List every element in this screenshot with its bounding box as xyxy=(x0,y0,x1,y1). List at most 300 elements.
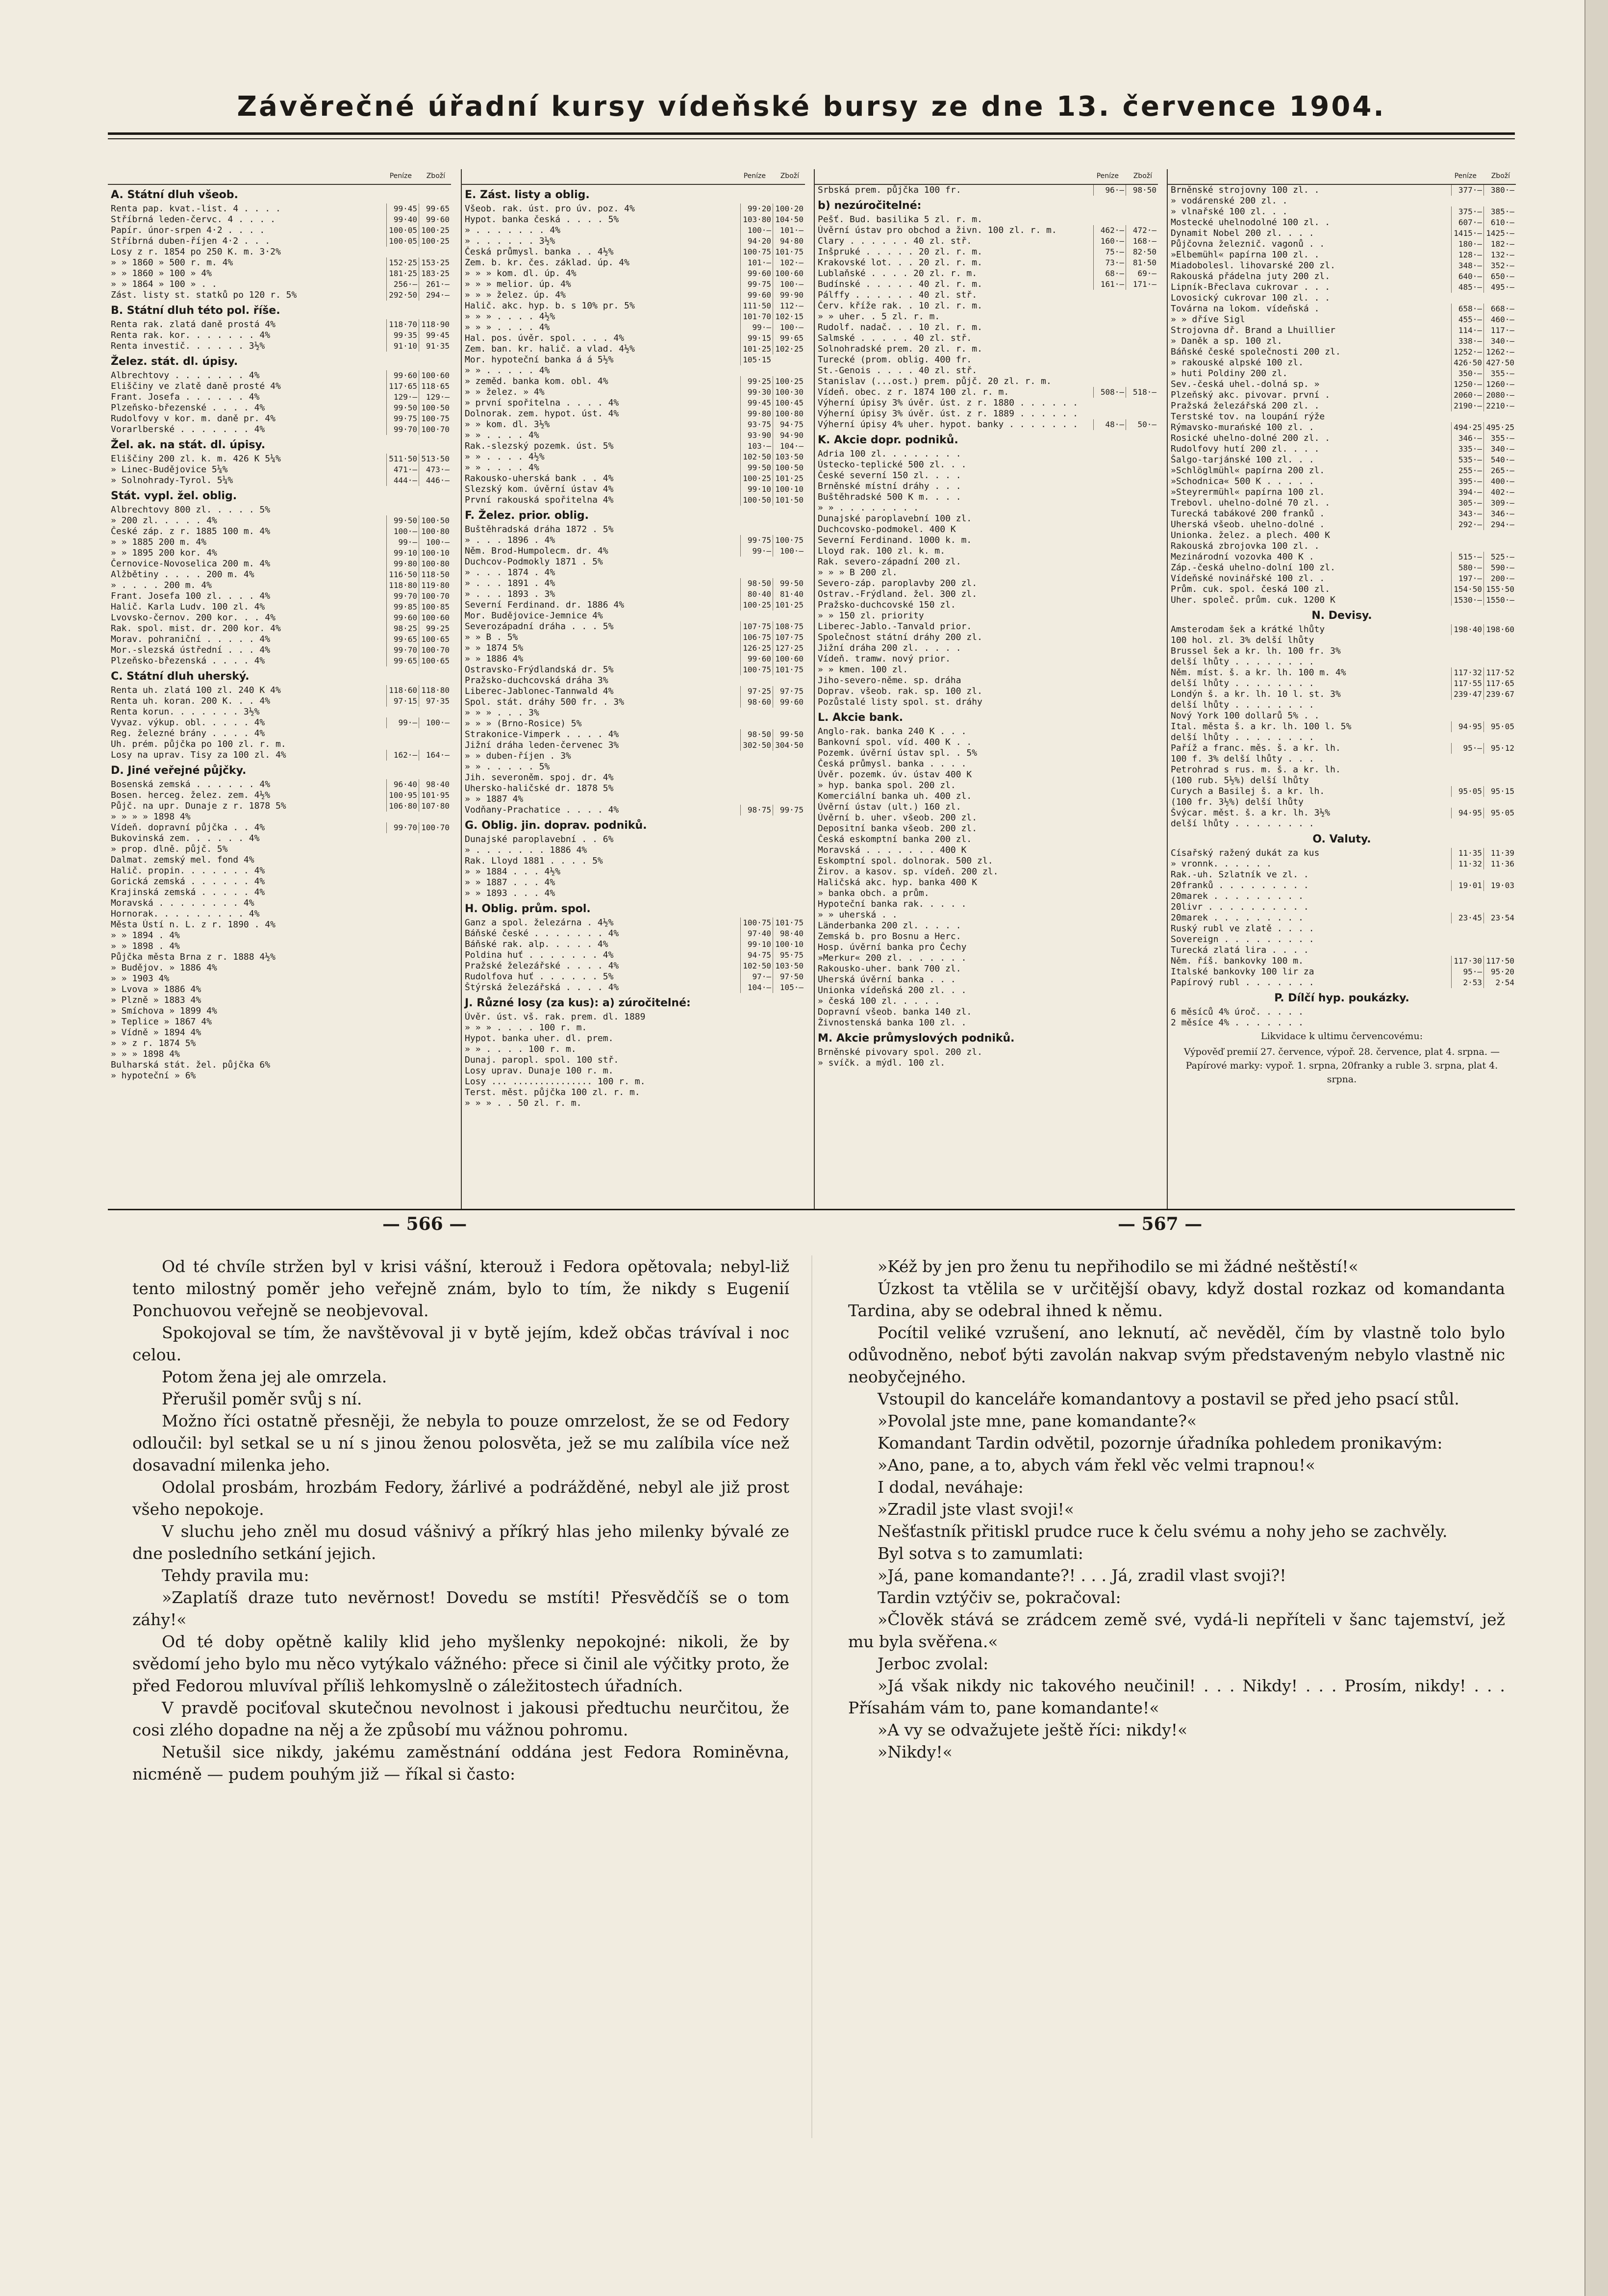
security-name: Jižní dráha leden-červenec 3% xyxy=(465,740,619,750)
security-name: Rýmavsko-murańské 100 zl. . xyxy=(1171,422,1314,433)
security-name: Doprav. všeob. rak. sp. 100 zl. xyxy=(818,686,982,696)
ask-price: 117·52 xyxy=(1483,667,1516,678)
quote-row xyxy=(1168,487,1516,498)
security-name: delší lhůty . . . . . . . . xyxy=(1171,700,1314,710)
bid-price: 607·— xyxy=(1451,217,1483,228)
security-name: » . . . 1891 . 4% xyxy=(465,578,555,588)
quote-row xyxy=(108,1060,451,1071)
ask-price: 294·— xyxy=(419,290,451,301)
quote-row xyxy=(1168,977,1516,988)
security-name: Pálffy . . . . . . 40 zl. stř. xyxy=(818,290,978,300)
bid-price: 118·70 xyxy=(386,319,419,330)
bid-price: 99·30 xyxy=(740,387,773,398)
security-name: Mor.-slezská ústřední . . . 4% xyxy=(111,645,271,655)
security-name: České severní 150 zl. . . . xyxy=(818,470,961,481)
security-name: » » 1894 . 4% xyxy=(111,930,180,941)
bid-price: 511·50 xyxy=(386,454,419,464)
security-name: Solnohradské prem. 20 zl. r. m. xyxy=(818,344,982,354)
security-name: Rakouská přádelna juty 200 zl. xyxy=(1171,271,1331,281)
ask-price: 99·50 xyxy=(773,729,805,740)
bid-price: 98·75 xyxy=(740,805,773,816)
security-name: Hypot. banka česká . . . . 5% xyxy=(465,214,619,225)
security-name: Renta uh. zlatá 100 zl. 240 K 4% xyxy=(111,685,281,695)
ask-price: 101·50 xyxy=(773,495,805,506)
quote-row xyxy=(108,341,451,352)
quote-row xyxy=(108,279,451,290)
security-name: Komerciální banka uh. 400 zl. xyxy=(818,791,972,801)
security-name: delší lhůty . . . . . . . . xyxy=(1171,657,1314,667)
quote-row xyxy=(462,783,805,794)
ask-price: 95·20 xyxy=(1483,967,1516,977)
security-name: Něm. míst. š. a kr. lh. 100 m. 4% xyxy=(1171,667,1346,678)
security-name: Slezský kom. úvěrní ústav 4% xyxy=(465,484,614,494)
quote-row xyxy=(1168,923,1516,934)
bid-price: 100·— xyxy=(740,225,773,236)
security-name: Půjčovna železnič. vagonů . . xyxy=(1171,239,1325,249)
security-name: » » uherská . . xyxy=(818,910,898,920)
quote-row xyxy=(462,708,805,718)
quote-row xyxy=(462,654,805,664)
security-name: delší lhůty . . . . . . . . xyxy=(1171,732,1314,742)
security-name: » » » . . . . 4½% xyxy=(465,311,555,322)
ask-price: 1550·— xyxy=(1483,595,1516,606)
quote-row xyxy=(1168,657,1516,667)
bid-price: 99·60 xyxy=(386,370,419,381)
bid-price: 118·60 xyxy=(386,685,419,696)
quote-row xyxy=(108,537,451,548)
ask-price: 82·50 xyxy=(1126,247,1158,257)
quote-row xyxy=(1168,530,1516,541)
ask-price: 2·54 xyxy=(1483,977,1516,988)
security-name: Stanislav (...ost.) prem. půjč. 20 zl. r. m. xyxy=(818,376,1052,386)
quote-row xyxy=(1168,476,1516,487)
quote-row xyxy=(815,942,1158,953)
security-name: » » » kom. dl. úp. 4% xyxy=(465,268,577,279)
quote-row xyxy=(815,513,1158,524)
quote-row xyxy=(462,1076,805,1087)
security-name: Renta korun. . . . . . . 3½% xyxy=(111,707,260,717)
security-name: Uherská úvěrní banka . . . xyxy=(818,974,956,985)
quote-row xyxy=(462,982,805,993)
quote-row xyxy=(462,214,805,225)
security-name: » zeměd. banka kom. obl. 4% xyxy=(465,376,608,386)
ask-price: 100·70 xyxy=(419,424,451,435)
security-name: Rakouská zbrojovka 100 zl. . xyxy=(1171,541,1320,551)
security-name: Ruský rubl ve zlatě . . . . xyxy=(1171,923,1314,934)
quote-row xyxy=(462,1022,805,1033)
story-paragraph: Pocítil veliké vzrušení, ano leknutí, ač nevěděl, čím by vlastně tolo bylo odůvodněno, neboť býti zavolán nakvap svým představeným nebylo vlastně nic neobyčejného. xyxy=(848,1323,1505,1386)
ask-price: 99·60 xyxy=(773,697,805,708)
bid-price: 180·— xyxy=(1451,239,1483,250)
security-name: Renta rak. kor. . . . . . . 4% xyxy=(111,330,271,340)
security-name: » » duben-říjen . 3% xyxy=(465,751,571,761)
section-heading: G. Oblig. jin. doprav. podniků. xyxy=(465,819,647,832)
security-name: Strojovna dř. Brand a Lhuillier xyxy=(1171,325,1335,335)
exchange-column-2 xyxy=(461,169,805,1209)
ask-price: 94·75 xyxy=(773,419,805,430)
security-name: 20marek . . . . . . . . . xyxy=(1171,913,1304,923)
security-name: Severní Ferdinand. dr. 1886 4% xyxy=(465,600,625,610)
security-name: Halič. propin. . . . . . . 4% xyxy=(111,866,265,876)
ask-price: 118·65 xyxy=(419,381,451,392)
quote-row xyxy=(1168,260,1516,271)
column-divider xyxy=(811,1255,812,2138)
quote-row xyxy=(1168,325,1516,336)
security-name: » . . . 1874 . 4% xyxy=(465,567,555,578)
security-name: » . . . 1893 . 3% xyxy=(465,589,555,599)
ask-price: 119·80 xyxy=(419,580,451,591)
quote-row xyxy=(815,546,1158,557)
quote-row xyxy=(815,856,1158,867)
quote-row xyxy=(462,535,805,546)
bid-price: 350·— xyxy=(1451,368,1483,379)
quote-row xyxy=(1168,379,1516,390)
security-name: Papír. únor-srpen 4·2 . . . . xyxy=(111,225,265,235)
bid-price: 97·25 xyxy=(740,686,773,697)
quote-row xyxy=(108,214,451,225)
security-name: Amsterodam šek a krátké lhůty xyxy=(1171,624,1325,635)
security-name: Rak. severo-západní 200 zl. xyxy=(818,557,961,567)
quote-row xyxy=(815,301,1158,311)
quote-row xyxy=(1168,433,1516,444)
security-name: Báňské české . . . . . . . 4% xyxy=(465,928,619,939)
quote-row xyxy=(108,413,451,424)
quote-row xyxy=(1168,411,1516,422)
security-name: Zem. ban. kr. halič. a vlad. 4½% xyxy=(465,344,635,354)
ask-price: 100·60 xyxy=(773,654,805,664)
ask-price: 100·80 xyxy=(419,526,451,537)
quote-row xyxy=(462,462,805,473)
bid-price: 118·80 xyxy=(386,580,419,591)
security-name: Lvovsko-černov. 200 kor. . . 4% xyxy=(111,612,276,623)
security-name: Rakousko-uher. bank 700 zl. xyxy=(818,964,961,974)
bid-price: 111·50 xyxy=(740,301,773,311)
security-name: Uhersko-haličské dr. 1878 5% xyxy=(465,783,614,793)
quote-row xyxy=(815,780,1158,791)
quote-row xyxy=(1168,646,1516,657)
security-name: Haličská akc. hyp. banka 400 K xyxy=(818,877,978,888)
exchange-column-1 xyxy=(108,169,451,1209)
security-name: Renta rak. zlatá daně prostá 4% xyxy=(111,319,276,330)
security-name: Švýcar. měst. š. a kr. lh. 3½% xyxy=(1171,808,1331,818)
bid-price: 100·05 xyxy=(386,225,419,236)
ask-price: 100·70 xyxy=(419,645,451,656)
ask-price: 200·— xyxy=(1483,573,1516,584)
quote-row xyxy=(108,876,451,887)
quote-row xyxy=(815,910,1158,920)
bid-price: 99·45 xyxy=(386,204,419,214)
quote-row xyxy=(815,247,1158,257)
ask-price: 100·80 xyxy=(773,408,805,419)
security-name: Petrohrad s rus. m. š. a kr. lh. xyxy=(1171,765,1341,775)
security-name: » » 1893 . . . 4% xyxy=(465,888,555,898)
quote-row xyxy=(462,546,805,557)
quote-row xyxy=(108,833,451,844)
ask-price: 100·75 xyxy=(419,413,451,424)
quote-row xyxy=(815,578,1158,589)
quote-row xyxy=(108,403,451,413)
quote-row xyxy=(815,268,1158,279)
security-name: Srbská prem. půjčka 100 fr. xyxy=(818,185,961,195)
header-ask: Zboží xyxy=(1491,172,1510,180)
bid-price: 103·80 xyxy=(740,214,773,225)
bid-price: 255·— xyxy=(1451,465,1483,476)
quote-row xyxy=(108,696,451,707)
security-name: Červ. kříže rak. . 10 zl. r. m. xyxy=(818,301,982,311)
security-name: » hyp. banka spol. 200 zl. xyxy=(818,780,956,791)
header-ask: Zboží xyxy=(780,172,799,180)
bid-price: 114·— xyxy=(1451,325,1483,336)
security-name: » » kmen. 100 zl. xyxy=(818,664,908,675)
bid-price: 100·95 xyxy=(386,790,419,801)
ask-price: 101·95 xyxy=(419,790,451,801)
ask-price: 100·70 xyxy=(419,591,451,602)
quote-row xyxy=(815,1018,1158,1028)
bid-price: 99·60 xyxy=(386,612,419,623)
section-heading: A. Státní dluh všeob. xyxy=(111,189,238,201)
security-name: Zem. b. kr. čes. základ. úp. 4% xyxy=(465,257,629,268)
bid-price: 100·75 xyxy=(740,918,773,928)
section-heading: C. Státní dluh uherský. xyxy=(111,670,250,683)
ask-price: 132·— xyxy=(1483,250,1516,260)
bid-price: 103·— xyxy=(740,441,773,452)
bid-price: 485·— xyxy=(1451,282,1483,293)
ask-price: 99·65 xyxy=(773,333,805,344)
security-name: » » 150 zl. priority xyxy=(818,611,924,621)
security-name: Reg. železné brány . . . . 4% xyxy=(111,728,265,739)
exchange-tables xyxy=(108,169,1515,1209)
ask-price: 102·15 xyxy=(773,311,805,322)
quote-row xyxy=(1168,689,1516,700)
bid-price: 102·50 xyxy=(740,452,773,462)
ask-price: 610·— xyxy=(1483,217,1516,228)
security-name: Terstské tov. na loupání rýže xyxy=(1171,411,1325,422)
ask-price: 198·60 xyxy=(1483,624,1516,635)
story-left-column xyxy=(132,1255,789,1785)
quote-row xyxy=(815,225,1158,236)
quote-row xyxy=(1168,818,1516,829)
ask-price: 100·30 xyxy=(773,387,805,398)
story-paragraph: »Zaplatíš draze tuto nevěrnost! Dovedu se mstíti! Přesvědčíš se o tom záhy!« xyxy=(132,1588,789,1629)
quote-row xyxy=(815,600,1158,611)
bid-price: 117·30 xyxy=(1451,956,1483,967)
quote-row xyxy=(108,919,451,930)
quote-row xyxy=(815,290,1158,301)
quote-row xyxy=(108,392,451,403)
ask-price: 352·— xyxy=(1483,260,1516,271)
security-name: » Vídně » 1894 4% xyxy=(111,1027,201,1038)
quote-row xyxy=(108,319,451,330)
bid-price: 106·80 xyxy=(386,801,419,812)
quote-row xyxy=(462,204,805,214)
ask-price: 100·10 xyxy=(419,548,451,559)
security-name: Pozůstalé listy spol. st. dráhy xyxy=(818,697,982,707)
security-name: Úvěr. úst. vš. rak. prem. dl. 1889 xyxy=(465,1012,646,1022)
section-heading: Stát. vypl. žel. oblig. xyxy=(111,490,237,502)
quote-row xyxy=(815,675,1158,686)
section-heading: J. Různé losy (za kus): a) zúročitelné: xyxy=(465,997,691,1009)
bid-price: 426·50 xyxy=(1451,357,1483,368)
quote-row xyxy=(1168,509,1516,519)
bid-price: 129·— xyxy=(386,392,419,403)
quote-row xyxy=(108,812,451,822)
security-name: » » » želez. úp. 4% xyxy=(465,290,566,300)
security-name: Dunajské paroplavební . . 6% xyxy=(465,834,614,844)
quote-row xyxy=(815,953,1158,964)
security-name: » huti Poldiny 200 zl. xyxy=(1171,368,1288,379)
quote-row xyxy=(108,454,451,464)
header-bid: Peníze xyxy=(1096,172,1119,180)
quote-row xyxy=(108,790,451,801)
security-name: Vyvaz. výkup. obl. . . . . 4% xyxy=(111,717,265,728)
quote-row xyxy=(1168,754,1516,765)
quote-row xyxy=(462,236,805,247)
security-name: Uherská všeob. uhelno-dolné . xyxy=(1171,519,1325,530)
quote-row xyxy=(1168,336,1516,347)
quote-row xyxy=(462,740,805,751)
security-name: St.-Genois . . . . 40 zl. stř. xyxy=(818,365,978,376)
security-name: Italské bankovky 100 lir za xyxy=(1171,967,1314,977)
bid-price: 94·95 xyxy=(1451,721,1483,732)
security-name: Žirov. a kasov. sp. vídeň. 200 zl. xyxy=(818,867,999,877)
liquidation-note: Výpověď premií 27. července, výpoř. 28. července, plat 4. srpna. — Papírové marky: vypoř. 1. srpna, 20franky a ruble 3. srpna, plat 4. srpna. xyxy=(1183,1046,1500,1085)
quote-row xyxy=(108,424,451,435)
bid-price: 335·— xyxy=(1451,444,1483,455)
quote-row xyxy=(815,632,1158,643)
quote-row xyxy=(815,802,1158,813)
section-heading: L. Akcie bank. xyxy=(818,712,904,724)
ask-price: 427·50 xyxy=(1483,357,1516,368)
quote-row xyxy=(462,611,805,621)
ask-price: 107·75 xyxy=(773,632,805,643)
bid-price: 104·— xyxy=(740,982,773,993)
bid-price: 96·40 xyxy=(386,779,419,790)
quote-row xyxy=(815,834,1158,845)
quote-row xyxy=(815,985,1158,996)
bid-price: 99·20 xyxy=(740,204,773,214)
security-name: Dopravní všeob. banka 140 zl. xyxy=(818,1007,972,1017)
security-name: Štýrská železářská . . . . 4% xyxy=(465,982,619,993)
ask-price: 95·05 xyxy=(1483,721,1516,732)
ask-price: 355·— xyxy=(1483,368,1516,379)
quote-row xyxy=(1168,934,1516,945)
ask-price: 100·— xyxy=(773,322,805,333)
quote-row xyxy=(815,322,1158,333)
ask-price: 100·25 xyxy=(773,376,805,387)
bid-price: 94·75 xyxy=(740,950,773,961)
quote-row xyxy=(462,751,805,762)
security-name: » vlnařské 100 zl. . . xyxy=(1171,206,1288,217)
quote-row xyxy=(462,257,805,268)
quote-row xyxy=(1168,967,1516,977)
security-name: Alžbětiny . . . . 200 m. 4% xyxy=(111,569,254,580)
bid-price: 94·95 xyxy=(1451,808,1483,818)
story-paragraph: Od té chvíle stržen byl v krisi vášní, kterouž i Fedora opětovala; nebyl-liž tento milostný poměr jeho veřejně znám, bylo to tím, že nikdy s Eugenií Ponchuovou veřejně se neobjevoval. xyxy=(132,1257,789,1320)
ask-price: 81·40 xyxy=(773,589,805,600)
quote-row xyxy=(108,591,451,602)
ask-price: 102·25 xyxy=(773,344,805,355)
security-name: Vídeňské novinářské 100 zl. . xyxy=(1171,573,1325,584)
security-name: Brussel šek a kr. lh. 100 fr. 3% xyxy=(1171,646,1341,656)
quote-row xyxy=(815,524,1158,535)
quote-row xyxy=(108,909,451,919)
quote-row xyxy=(462,578,805,589)
column-header xyxy=(108,169,451,185)
security-name: (100 fr. 3½%) delší lhůty xyxy=(1171,797,1304,807)
bid-price: 343·— xyxy=(1451,509,1483,519)
quote-row xyxy=(462,856,805,867)
security-name: Hypoteční banka rak. . . . . xyxy=(818,899,967,909)
bid-price: 99·80 xyxy=(386,559,419,569)
security-name: Albrechtovy . . . . . . . 4% xyxy=(111,370,260,381)
quote-row xyxy=(1168,293,1516,304)
security-name: Císařský ražený dukát za kus xyxy=(1171,848,1320,858)
security-name: Losy ... ............... 100 r. m. xyxy=(465,1076,646,1087)
story-paragraph: Tardin vztýčiv se, pokračoval: xyxy=(878,1588,1121,1607)
security-name: Buštěhradská dráha 1872 . 5% xyxy=(465,524,614,535)
security-name: Rudolfova huť . . . . . . 5% xyxy=(465,971,614,982)
ask-price: 95·05 xyxy=(1483,808,1516,818)
security-name: Továrna na lokom. vídeňská . xyxy=(1171,304,1320,314)
ask-price: 164·— xyxy=(419,750,451,761)
bid-price: 508·— xyxy=(1093,387,1126,398)
security-name: Krakovské lot. . . 20 zl. r. m. xyxy=(818,257,982,268)
quote-row xyxy=(108,505,451,515)
ask-price: 95·75 xyxy=(773,950,805,961)
ask-price: 340·— xyxy=(1483,336,1516,347)
security-name: » » . . . . . . . . xyxy=(818,503,919,513)
security-name: Báňské české společnosti 200 zl. xyxy=(1171,347,1341,357)
bid-price: 11·35 xyxy=(1451,848,1483,859)
bid-price: 95·— xyxy=(1451,743,1483,754)
quote-row xyxy=(815,376,1158,387)
quote-row xyxy=(1168,271,1516,282)
ask-price: 94·90 xyxy=(773,430,805,441)
ask-price: 100·50 xyxy=(773,462,805,473)
security-name: » » 1887 4% xyxy=(465,794,524,804)
security-name: Živnostenská banka 100 zl. . xyxy=(818,1018,967,1028)
security-name: » » » . . 50 zl. r. m. xyxy=(465,1098,582,1108)
ask-price: 94·80 xyxy=(773,236,805,247)
security-name: 20franků . . . . . . . . . xyxy=(1171,880,1309,891)
security-name: Moravská . . . . . . . 400 K xyxy=(818,845,967,855)
bid-price: 101·25 xyxy=(740,344,773,355)
bid-price: 99·35 xyxy=(386,330,419,341)
ask-price: 473·— xyxy=(419,464,451,475)
quote-row xyxy=(1168,775,1516,786)
quote-row xyxy=(108,1017,451,1027)
security-name: Severozápadní dráha . . . 5% xyxy=(465,621,614,632)
bid-price: 102·50 xyxy=(740,961,773,971)
header-bid: Peníze xyxy=(1454,172,1477,180)
bid-price: 99·— xyxy=(386,717,419,728)
ask-price: 99·50 xyxy=(773,578,805,589)
quote-row xyxy=(462,632,805,643)
quote-row xyxy=(462,484,805,495)
quote-row xyxy=(1168,945,1516,956)
security-name: Prům. cuk. spol. česká 100 zl. xyxy=(1171,584,1331,594)
security-name: »Elbemühl« papírna 100 zl. . xyxy=(1171,250,1320,260)
security-name: Bosenská zemská . . . . . . 4% xyxy=(111,779,271,790)
security-name: Salmské . . . . . 40 zl. stř. xyxy=(818,333,972,343)
ask-price: 100·45 xyxy=(773,398,805,408)
ask-price: 309·— xyxy=(1483,498,1516,509)
ask-price: 304·50 xyxy=(773,740,805,751)
security-name: 100 hol. zl. 3% delší lhůty xyxy=(1171,635,1314,645)
quote-row xyxy=(462,675,805,686)
quote-row xyxy=(815,920,1158,931)
quote-row xyxy=(108,1027,451,1038)
